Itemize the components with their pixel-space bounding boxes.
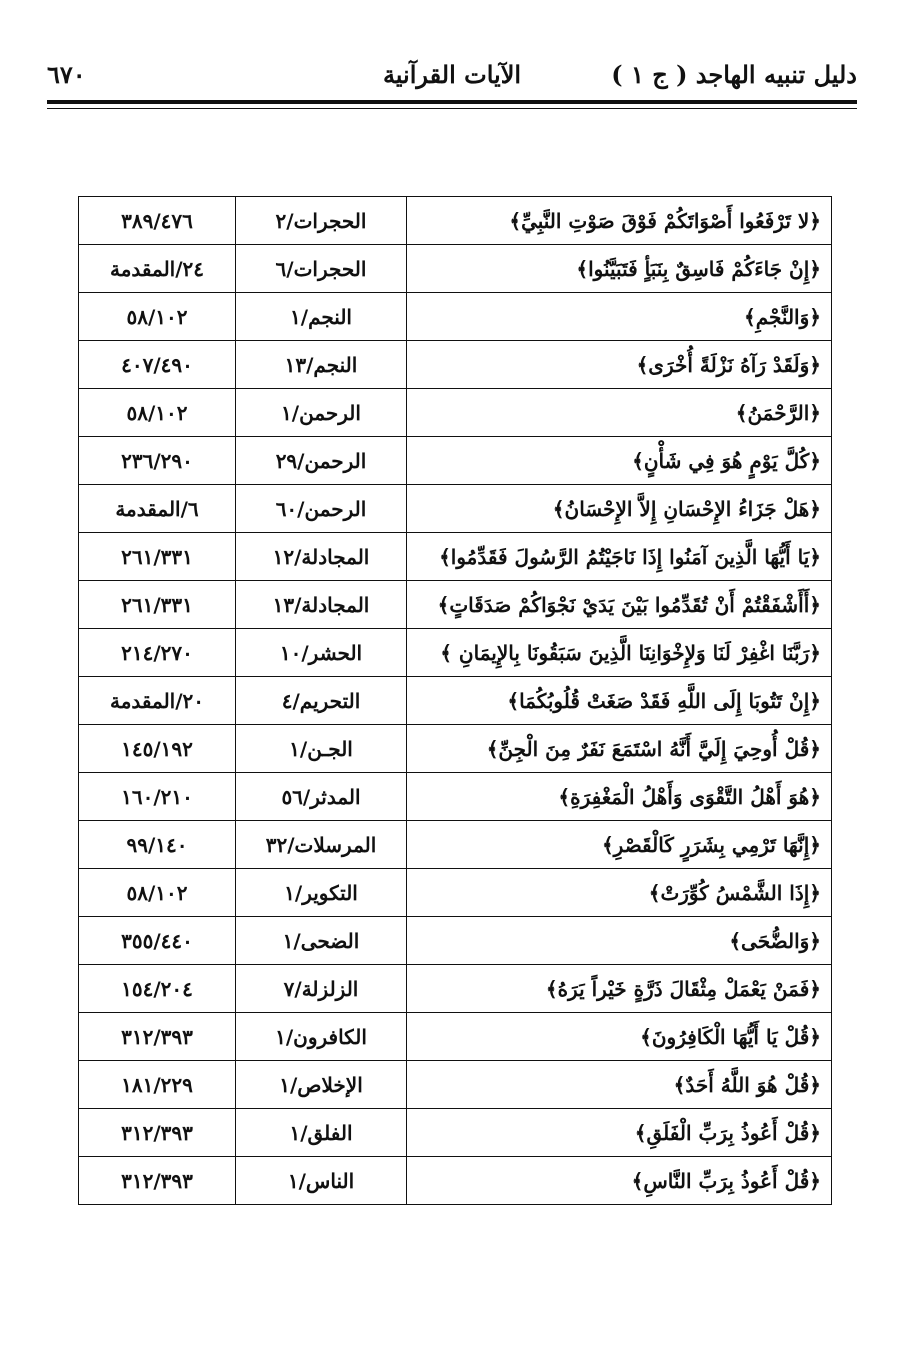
table-row xyxy=(79,1061,832,1109)
table-row xyxy=(79,533,832,581)
verse-cell: ﴿إِنَّهَا تَرْمِي بِشَرَرٍ كَالْقَصْرِ﴾ xyxy=(407,821,832,869)
header-rule-thick xyxy=(47,100,857,104)
surah-cell: الحجرات/٢ xyxy=(236,197,407,245)
reference-cell: ٢٦١/٣٣١ xyxy=(79,533,236,581)
table-row xyxy=(79,437,832,485)
surah-cell: الحجرات/٦ xyxy=(236,245,407,293)
verse-cell: ﴿أَأَشْفَقْتُمْ أَنْ تُقَدِّمُوا بَيْنَ يَدَيْ نَجْوَاكُمْ صَدَقَاتٍ﴾ xyxy=(407,581,832,629)
reference-cell: ٣٥٥/٤٤٠ xyxy=(79,917,236,965)
reference-cell: ١٦٠/٢١٠ xyxy=(79,773,236,821)
reference-cell: ٣٨٩/٤٧٦ xyxy=(79,197,236,245)
verse-cell: ﴿إِذَا الشَّمْسُ كُوِّرَتْ﴾ xyxy=(407,869,832,917)
verse-cell: ﴿قُلْ أَعُوذُ بِرَبِّ النَّاسِ﴾ xyxy=(407,1157,832,1205)
table-row xyxy=(79,581,832,629)
page-header xyxy=(47,58,857,98)
reference-cell: ١٨١/٢٢٩ xyxy=(79,1061,236,1109)
table-row xyxy=(79,485,832,533)
verse-cell: ﴿كُلَّ يَوْمٍ هُوَ فِي شَأْنٍ﴾ xyxy=(407,437,832,485)
table-row xyxy=(79,341,832,389)
table-row xyxy=(79,1109,832,1157)
surah-cell: الرحمن/٢٩ xyxy=(236,437,407,485)
verse-cell: ﴿قُلْ هُوَ اللَّهُ أَحَدٌ﴾ xyxy=(407,1061,832,1109)
page-number: ٦٧٠ xyxy=(47,60,86,89)
reference-cell: ٥٨/١٠٢ xyxy=(79,869,236,917)
verses-index-body xyxy=(79,197,832,1205)
surah-cell: الناس/١ xyxy=(236,1157,407,1205)
surah-cell: الزلزلة/٧ xyxy=(236,965,407,1013)
reference-cell: ٢٠/المقدمة xyxy=(79,677,236,725)
surah-cell: المجادلة/١٢ xyxy=(236,533,407,581)
book-title: دليل تنبيه الهاجد ( ج ١ ) xyxy=(611,60,857,89)
surah-cell: الحشر/١٠ xyxy=(236,629,407,677)
table-row xyxy=(79,629,832,677)
surah-cell: الفلق/١ xyxy=(236,1109,407,1157)
surah-cell: النجم/١ xyxy=(236,293,407,341)
reference-cell: ٦/المقدمة xyxy=(79,485,236,533)
reference-cell: ٣١٢/٣٩٣ xyxy=(79,1013,236,1061)
verse-cell: ﴿وَالضُّحَى﴾ xyxy=(407,917,832,965)
reference-cell: ٩٩/١٤٠ xyxy=(79,821,236,869)
verse-cell: ﴿يَا أَيُّهَا الَّذِينَ آمَنُوا إِذَا نَاجَيْتُمُ الرَّسُولَ فَقَدِّمُوا﴾ xyxy=(407,533,832,581)
surah-cell: الرحمن/١ xyxy=(236,389,407,437)
table-row xyxy=(79,1013,832,1061)
table-row xyxy=(79,965,832,1013)
reference-cell: ٢٤/المقدمة xyxy=(79,245,236,293)
reference-cell: ٥٨/١٠٢ xyxy=(79,389,236,437)
verse-cell: ﴿وَالنَّجْمِ﴾ xyxy=(407,293,832,341)
header-rule-thin xyxy=(47,108,857,109)
verse-cell: ﴿قُلْ يَا أَيُّهَا الْكَافِرُونَ﴾ xyxy=(407,1013,832,1061)
table-row xyxy=(79,245,832,293)
surah-cell: المدثر/٥٦ xyxy=(236,773,407,821)
verse-cell: ﴿هَلْ جَزَاءُ الإِحْسَانِ إِلاَّ الإِحْسَانُ﴾ xyxy=(407,485,832,533)
surah-cell: الجـن/١ xyxy=(236,725,407,773)
reference-cell: ٢١٤/٢٧٠ xyxy=(79,629,236,677)
table-row xyxy=(79,389,832,437)
reference-cell: ١٥٤/٢٠٤ xyxy=(79,965,236,1013)
verse-cell: ﴿الرَّحْمَنُ﴾ xyxy=(407,389,832,437)
table-row xyxy=(79,293,832,341)
table-row xyxy=(79,821,832,869)
verse-cell: ﴿لا تَرْفَعُوا أَصْوَاتَكُمْ فَوْقَ صَوْتِ النَّبِيِّ﴾ xyxy=(407,197,832,245)
verse-cell: ﴿رَبَّنَا اغْفِرْ لَنَا وَلإِخْوَانِنَا الَّذِينَ سَبَقُونَا بِالإِيمَانِ ﴾ xyxy=(407,629,832,677)
table-row xyxy=(79,197,832,245)
reference-cell: ٣١٢/٣٩٣ xyxy=(79,1109,236,1157)
table-row xyxy=(79,869,832,917)
verse-cell: ﴿قُلْ أَعُوذُ بِرَبِّ الْفَلَقِ﴾ xyxy=(407,1109,832,1157)
reference-cell: ٤٠٧/٤٩٠ xyxy=(79,341,236,389)
table-row xyxy=(79,677,832,725)
reference-cell: ٣١٢/٣٩٣ xyxy=(79,1157,236,1205)
surah-cell: الضحى/١ xyxy=(236,917,407,965)
surah-cell: المرسلات/٣٢ xyxy=(236,821,407,869)
reference-cell: ١٤٥/١٩٢ xyxy=(79,725,236,773)
verse-cell: ﴿وَلَقَدْ رَآهُ نَزْلَةً أُخْرَى﴾ xyxy=(407,341,832,389)
reference-cell: ٥٨/١٠٢ xyxy=(79,293,236,341)
verse-cell: ﴿هُوَ أَهْلُ التَّقْوَى وَأَهْلُ الْمَغْفِرَةِ﴾ xyxy=(407,773,832,821)
surah-cell: الإخلاص/١ xyxy=(236,1061,407,1109)
table-row xyxy=(79,725,832,773)
verse-cell: ﴿قُلْ أُوحِيَ إِلَيَّ أَنَّهُ اسْتَمَعَ نَفَرٌ مِنَ الْجِنِّ﴾ xyxy=(407,725,832,773)
reference-cell: ٢٦١/٣٣١ xyxy=(79,581,236,629)
surah-cell: الكافرون/١ xyxy=(236,1013,407,1061)
verse-cell: ﴿إِنْ تَتُوبَا إِلَى اللَّهِ فَقَدْ صَغَتْ قُلُوبُكُمَا﴾ xyxy=(407,677,832,725)
surah-cell: المجادلة/١٣ xyxy=(236,581,407,629)
verses-index-table xyxy=(78,196,832,1205)
surah-cell: التكوير/١ xyxy=(236,869,407,917)
surah-cell: النجم/١٣ xyxy=(236,341,407,389)
verse-cell: ﴿إِنْ جَاءَكُمْ فَاسِقٌ بِنَبَأٍ فَتَبَيَّنُوا﴾ xyxy=(407,245,832,293)
surah-cell: الرحمن/٦٠ xyxy=(236,485,407,533)
reference-cell: ٢٣٦/٢٩٠ xyxy=(79,437,236,485)
table-row xyxy=(79,917,832,965)
table-row xyxy=(79,1157,832,1205)
verse-cell: ﴿فَمَنْ يَعْمَلْ مِثْقَالَ ذَرَّةٍ خَيْراً يَرَهُ﴾ xyxy=(407,965,832,1013)
surah-cell: التحريم/٤ xyxy=(236,677,407,725)
section-title: الآيات القرآنية xyxy=(382,60,522,89)
table-row xyxy=(79,773,832,821)
